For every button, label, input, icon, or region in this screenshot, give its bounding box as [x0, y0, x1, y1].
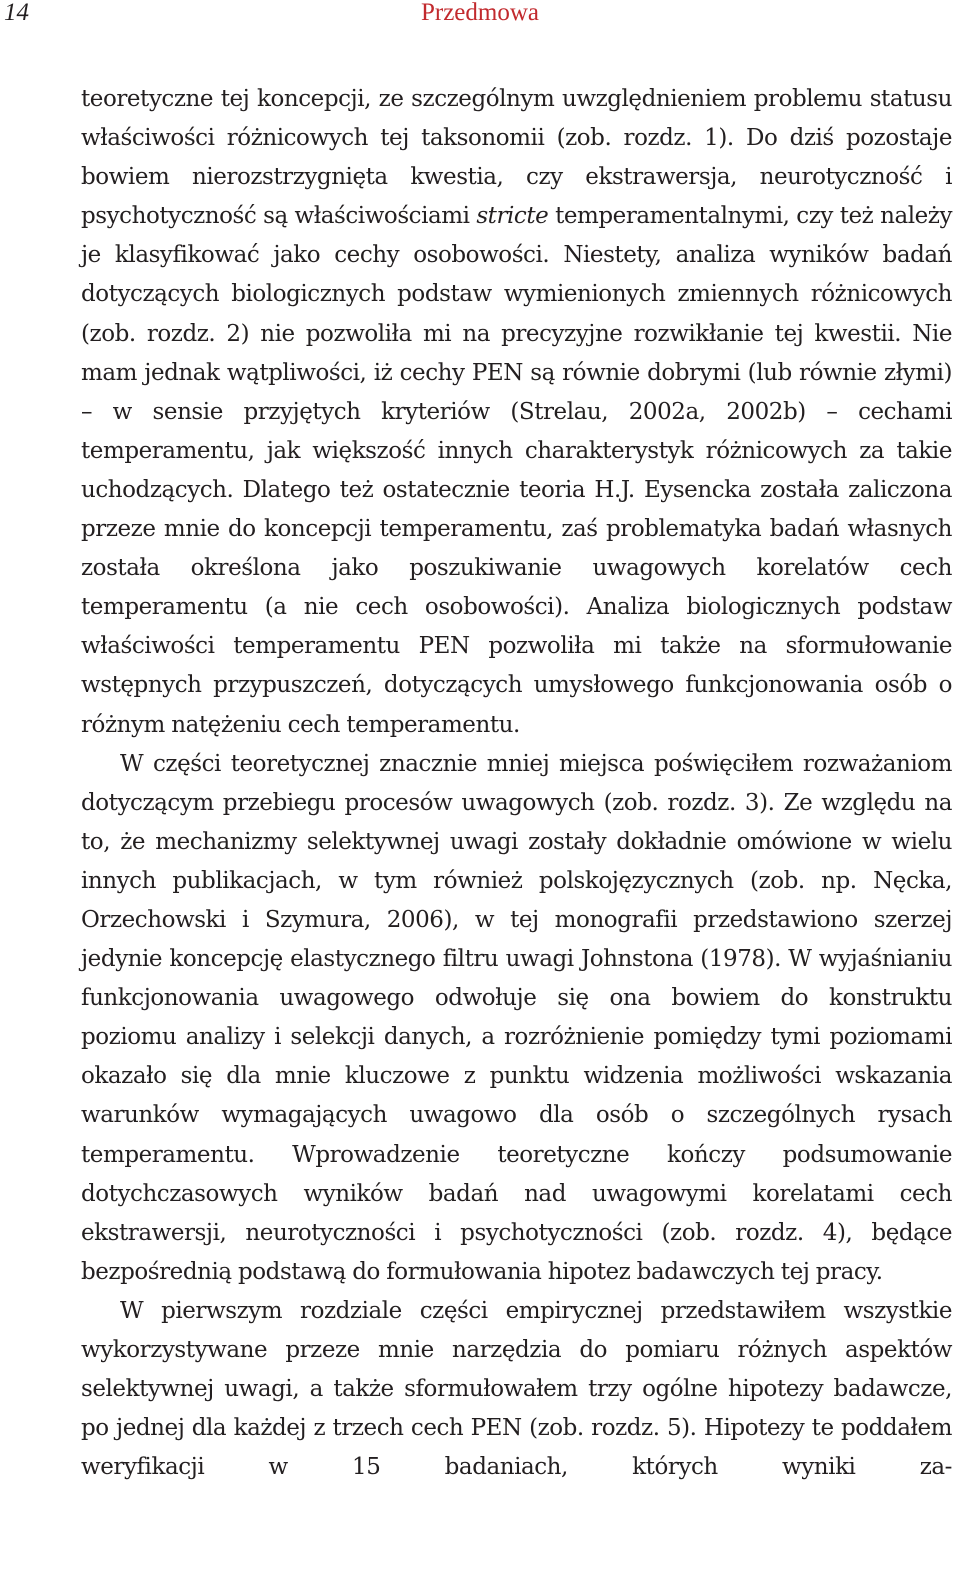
paragraph-3 — [81, 1292, 952, 1487]
text-run: temperamentalnymi, czy też należy je klasyfikować jako cechy osobowości. Niestety, analiza wyników badań dotyczących biologicznych podstaw wymienionych zmiennych różnicowych (zob. rozdz. 2) nie pozwoliła mi na precyzyjne rozwikłanie tej kwestii. Nie mam jednak wątpliwości, iż cechy PEN są równie dobrymi (lub równie złymi) – w sensie przyjętych kryteriów (Strelau, 2002a, 2002b) – cechami temperamentu, jak większość innych charakterystyk różnicowych za takie uchodzących. Dlatego też ostatecznie teoria H.J. Eysencka została zaliczona przeze mnie do koncepcji temperamentu, zaś problematyka badań własnych została określona jako poszukiwanie uwagowych korelatów cech temperamentu (a nie cech osobowości). Analiza biologicznych podstaw właściwości temperamentu PEN pozwoliła mi także na sformułowanie wstępnych przypuszczeń, dotyczących umysłowego funkcjonowania osób o różnym natężeniu cech temperamentu. — [81, 203, 953, 738]
body-text — [81, 80, 952, 1487]
page-number: 14 — [4, 0, 29, 26]
italic-term: stricte — [476, 203, 549, 230]
paragraph-2 — [81, 745, 952, 1292]
page-header — [0, 0, 960, 32]
text-run: W części teoretycznej znacznie mniej miejsca poświęciłem rozważaniom dotyczącym przebiegu procesów uwagowych (zob. rozdz. 3). Ze względu na to, że mechanizmy selektywnej uwagi zostały dokładnie omówione w wielu innych publikacjach, w tym również polskojęzycznych (zob. np. Nęcka, Orzechowski i Szymura, 2006), w tej monografii przedstawiono szerzej jedynie koncepcję elastycznego filtru uwagi Johnstona (1978). W wyjaśnianiu funkcjonowania uwagowego odwołuje się ona bowiem do konstruktu poziomu analizy i selekcji danych, a rozróżnienie pomiędzy tymi poziomami okazało się dla mnie kluczowe z punktu widzenia możliwości wskazania warunków wymagających uwagowo dla osób o szczególnych rysach temperamentu. Wprowadzenie teoretyczne kończy podsumowanie dotychczasowych wyników badań nad uwagowymi korelatami cech ekstrawersji, neurotyczności i psychotyczności (zob. rozdz. 4), będące bezpośrednią podstawą do formułowania hipotez badawczych tej pracy. — [81, 750, 952, 1285]
running-head: Przedmowa — [420, 0, 540, 26]
text-run: W pierwszym rozdziale części empirycznej przedstawiłem wszystkie wykorzystywane przeze mnie narzędzia do pomiaru różnych aspektów selektywnej uwagi, a także sformułowałem trzy ogólne hipotezy badawcze, po jednej dla każdej z trzech cech PEN (zob. rozdz. 5). Hipotezy te poddałem weryfikacji w 15 badaniach, których wyniki za- — [81, 1297, 952, 1481]
paragraph-1 — [81, 80, 952, 745]
text-run: teoretyczne tej koncepcji, ze szczególnym uwzględnieniem problemu statusu właściwości różnicowych tej taksonomii (zob. rozdz. 1). Do dziś pozostaje bowiem nierozstrzygnięta kwestia, czy ekstrawersja, neurotyczność i psychotyczność są właściwościami — [81, 86, 952, 230]
